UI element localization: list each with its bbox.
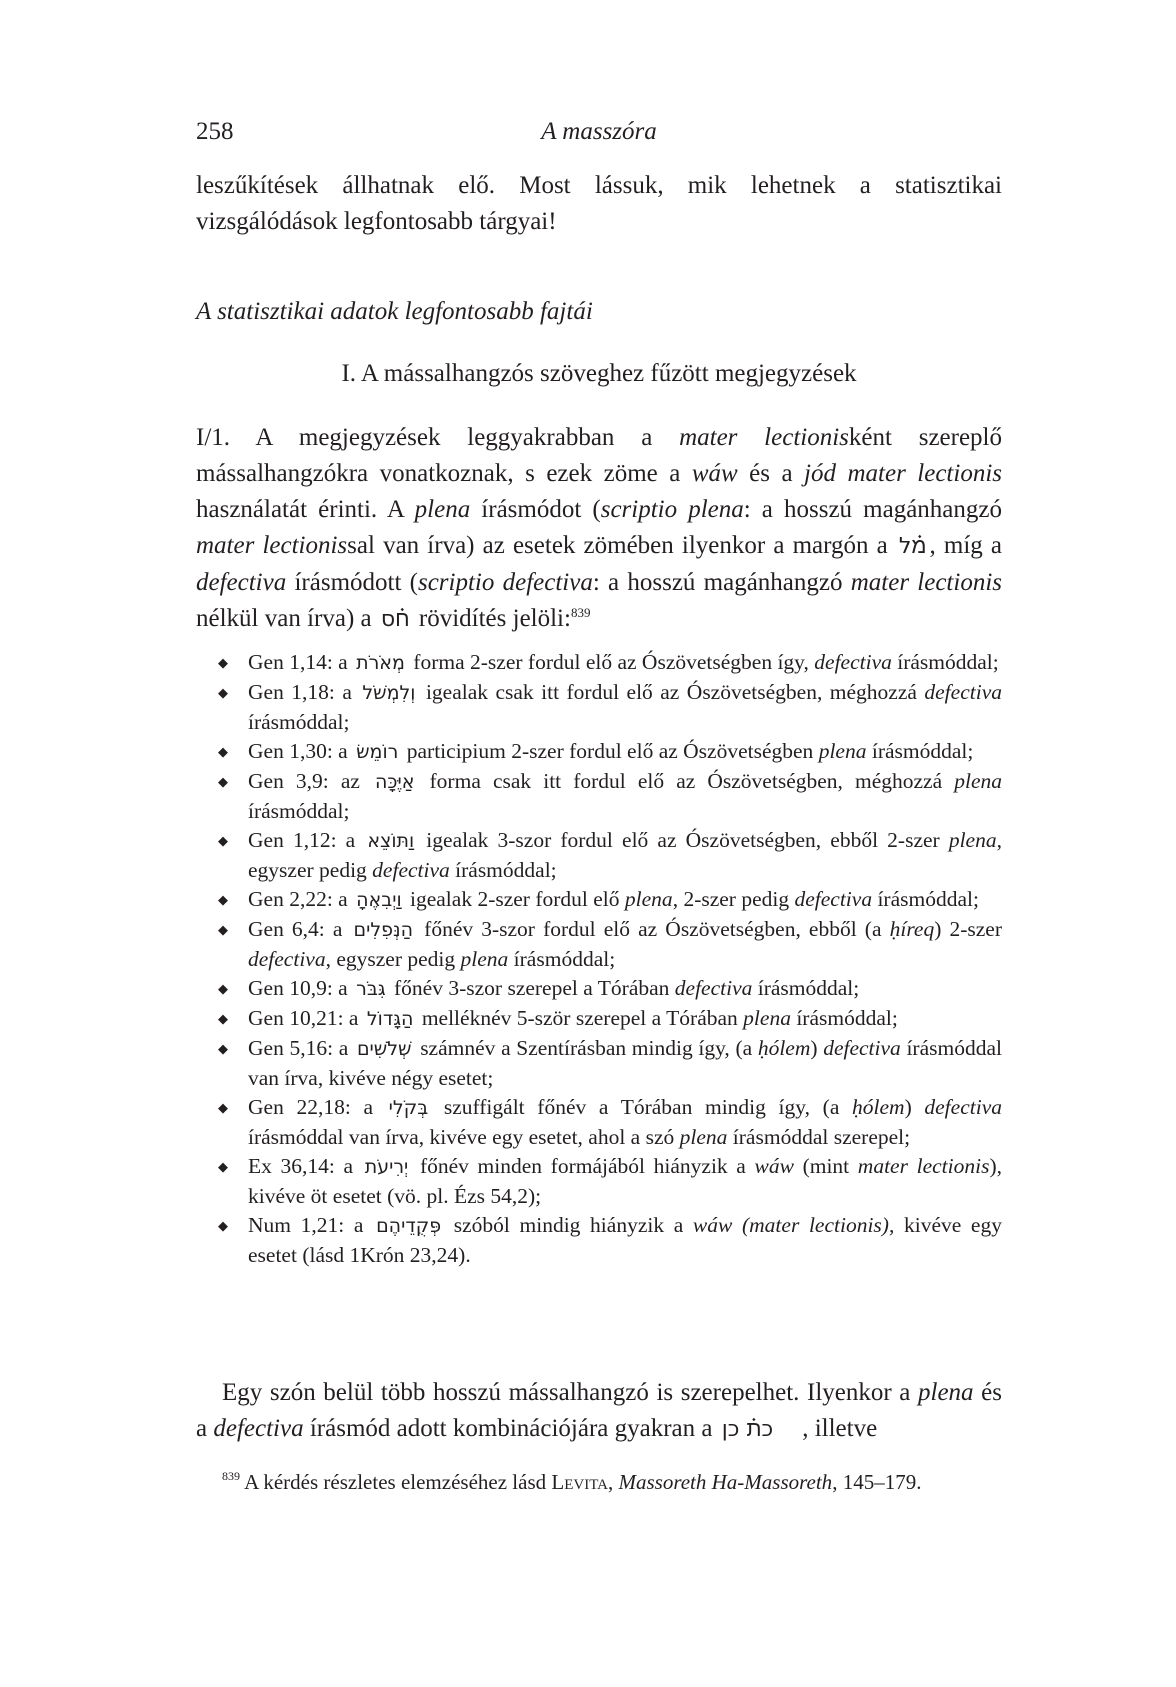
text-run: főnév 3-szor fordul elő az Ószövetségben, ebből (a [416,917,890,941]
text-run: Gen 1,12: a [248,828,365,852]
text-run: Egy szón belül több hosszú mássalhangzó is szerepelhet. Ilyenkor a [222,1379,919,1406]
hebrew-abbreviation: כת֗ כן [721,1417,774,1442]
list-item [216,1211,1002,1270]
text-run: használatát érinti. A [196,496,415,523]
hebrew-abbreviation: ח֗ס [380,607,410,632]
italic-term: plena [624,887,673,911]
text-run: írásmóddal; [248,710,350,734]
text-run: rövidítés jelöli: [412,605,571,632]
text-run: ), kivéve öt esetet (vö. pl. Ézs 54,2); [248,1154,1002,1208]
text-run: Gen 2,22: a [248,887,354,911]
section-heading: A statisztikai adatok legfontosabb fajtái [196,298,593,325]
italic-term: ḥíreq [889,917,935,941]
author-name: Levita [551,1470,608,1494]
text-run: számnév a Szentírásban mindig így, (a [414,1036,758,1060]
hebrew-word: וַתּוֹצֵא [367,830,415,852]
diamond-bullet-icon: ◆ [218,981,228,996]
italic-term: plena [414,496,471,523]
text-run: , míg a [929,532,1003,559]
italic-term: defectiva [924,680,1002,704]
text-run: igealak 3-szor fordul elő az Ószövetségben, ebből 2-szer [417,828,949,852]
hebrew-word: יְרִיעֹת [364,1156,409,1178]
hebrew-word: גִּבֹּר [356,978,386,1000]
italic-term: defectiva [213,1415,304,1442]
text-run: , [608,1470,619,1494]
hebrew-word: הַנְּפִלִים [353,919,414,941]
page-number: 258 [196,118,234,145]
footnote-reference[interactable]: 839 [570,605,591,620]
text-run: írásmóddal van írva, kivéve egy esetet, ahol a szó [248,1125,680,1149]
text-run: Num 1,21: a [248,1213,374,1237]
text-run: írásmóddal; [790,1006,898,1030]
subsection-heading: I. A mássalhangzós szöveghez fűzött megjegyzések [341,360,857,387]
italic-term: plena [743,1006,791,1030]
closing-paragraph [196,1375,1002,1448]
footnote-number: 839 [222,1469,240,1483]
italic-term: defectiva [794,887,873,911]
italic-term: ḥólem [757,1036,811,1060]
text-run: Gen 1,30: a [248,739,354,763]
text-run: főnév 3-szor szerepel a Tórában [388,976,675,1000]
text-run: , 2-szer pedig [672,887,795,911]
hebrew-word: שְׁלֹשִׁים [356,1038,412,1060]
list-item [216,767,1002,826]
diamond-bullet-icon: ◆ [218,1100,228,1115]
diamond-bullet-icon: ◆ [218,1011,228,1026]
text-run: Gen 10,9: a [248,976,354,1000]
list-item [216,1004,1002,1034]
text-run: írásmóddal; [866,739,974,763]
text-run: írásmódott ( [286,569,418,596]
text-run: írásmóddal; [752,976,860,1000]
example-list [216,648,1002,1270]
text-run: írásmóddal van írva, kivéve négy esetet; [248,1036,1002,1090]
text-run: Gen 22,18: a [248,1095,386,1119]
text-run: igealak csak itt fordul elő az Ószövetségben, méghozzá [418,680,925,704]
text-run: ) 2-szer [934,917,1002,941]
italic-term: scriptio plena [600,496,744,523]
hebrew-word: אַיֶּכָּה [375,771,415,793]
diamond-bullet-icon: ◆ [218,892,228,907]
text-run: kivéve egy esetet (lásd 1Krón 23,24). [248,1213,1002,1267]
text-run: ként szereplő mássalhangzókra vonatkoznak, s ezek zöme a [196,424,1003,487]
list-item [216,1152,1002,1211]
italic-term: defectiva [924,1095,1002,1119]
hebrew-word: פְּקֻדֵיהֶם [376,1215,442,1237]
text-run: melléknév 5-ször szerepel a Tórában [416,1006,744,1030]
text-run: írásmóddal; [248,799,350,823]
italic-term: plena [948,828,997,852]
text-run: Gen 6,4: a [248,917,351,941]
diamond-bullet-icon: ◆ [218,1159,228,1174]
text-run: szuffigált főnév a Tórában mindig így, (a [431,1095,853,1119]
text-run: ) [810,1036,824,1060]
italic-term: mater lectionis [196,532,348,559]
diamond-bullet-icon: ◆ [218,1218,228,1233]
running-title: A masszóra [541,118,657,145]
list-item [216,885,1002,915]
italic-term: scriptio defectiva [417,569,593,596]
italic-term: wáw [691,460,738,487]
hebrew-word: מְאֹרֹת [356,652,405,674]
italic-term: plena [818,739,867,763]
text-run: (mint [793,1154,858,1178]
text-run: ) [904,1095,925,1119]
text-run: Gen 5,16: a [248,1036,354,1060]
list-item [216,1093,1002,1152]
diamond-bullet-icon: ◆ [218,1041,228,1056]
main-paragraph [196,420,1002,638]
text-run: , illetve [802,1415,878,1442]
text-run: írásmódot ( [470,496,601,523]
text-run: írásmóddal szerepel; [727,1125,911,1149]
italic-term: plena [918,1379,974,1406]
text-run: forma 2-szer fordul elő az Ószövetségben így, [407,650,815,674]
text-run: Gen 1,14: a [248,650,354,674]
text-run: főnév minden formájából hiányzik a [411,1154,755,1178]
list-item [216,737,1002,767]
italic-term: mater lectionis [850,569,1003,596]
text-run: , egyszer pedig [248,828,1002,882]
text-run: Ex 36,14: a [248,1154,362,1178]
list-item [216,678,1002,737]
italic-term: defectiva [196,569,287,596]
text-run: írásmóddal; [508,947,616,971]
italic-term: jód mater lectionis [804,460,1002,487]
italic-term: defectiva [372,858,450,882]
hebrew-word: רוֹמֵשׂ [356,741,399,763]
diamond-bullet-icon: ◆ [218,685,228,700]
text-run: nélkül van írva) a [196,605,378,632]
text-run: : a hosszú magánhangzó [743,496,1002,523]
intro-paragraph: leszűkítések állhatnak elő. Most lássuk, mik lehetnek a statisztikai vizsgálódások legfontosabb tárgyai! [196,172,1002,235]
italic-term: mater lectionis [679,424,849,451]
text-run: és a [737,460,805,487]
text-run: Gen 10,21: a [248,1006,364,1030]
text-run: írásmóddal; [449,858,557,882]
work-title: Massoreth Ha-Massoreth [618,1470,833,1494]
hebrew-word: הַגָּדוֹל [366,1008,414,1030]
text-run: , 145–179. [832,1470,922,1494]
text-run: : a hosszú magánhangzó [592,569,851,596]
text-run: írásmóddal; [872,887,979,911]
italic-term: defectiva [248,947,326,971]
diamond-bullet-icon: ◆ [218,744,228,759]
diamond-bullet-icon: ◆ [218,833,228,848]
hebrew-word: בְּקֹלִי [388,1097,429,1119]
text-run: írásmód adott kombinációjára gyakran a [303,1415,719,1442]
running-head [196,112,1002,152]
text-run: írásmóddal; [891,650,999,674]
text-run: igealak 2-szer fordul elő [404,887,625,911]
footnote [222,1467,1002,1497]
text-run: , egyszer pedig [325,947,461,971]
italic-term: defectiva [823,1036,901,1060]
hebrew-word: וַיְבִאֶהָ [356,889,402,911]
text-run: szóból mindig hiányzik a [444,1213,693,1237]
diamond-bullet-icon: ◆ [218,655,228,670]
text-run: forma csak itt fordul elő az Ószövetségben, méghozzá [417,769,955,793]
list-item [216,974,1002,1004]
text-run: Gen 3,9: az [248,769,373,793]
italic-term: wáw (mater lectionis), [692,1213,895,1237]
italic-term: plena [954,769,1002,793]
italic-term: wáw [754,1154,794,1178]
diamond-bullet-icon: ◆ [218,774,228,789]
list-item [216,915,1002,974]
hebrew-word: וְלִמְשֹׁל [362,682,416,704]
italic-term: defectiva [814,650,892,674]
text-run: A kérdés részletes elemzéséhez lásd [240,1470,552,1494]
italic-term: plena [460,947,509,971]
italic-term: ḥólem [852,1095,905,1119]
italic-term: mater lectionis [857,1154,990,1178]
italic-term: defectiva [674,976,753,1000]
list-item [216,826,1002,885]
text-run: I/1. A megjegyzések leggyakrabban a [196,424,680,451]
text-run: participium 2-szer fordul elő az Ószövetségben [401,739,819,763]
text-run: Gen 1,18: a [248,680,360,704]
hebrew-abbreviation: מ֗ל [898,534,927,559]
italic-term: plena [679,1125,728,1149]
text-run: és a [196,1379,1002,1442]
text-run: sal van írva) az esetek zömében ilyenkor a margón a [347,532,896,559]
list-item [216,1034,1002,1093]
diamond-bullet-icon: ◆ [218,922,228,937]
list-item [216,648,1002,678]
